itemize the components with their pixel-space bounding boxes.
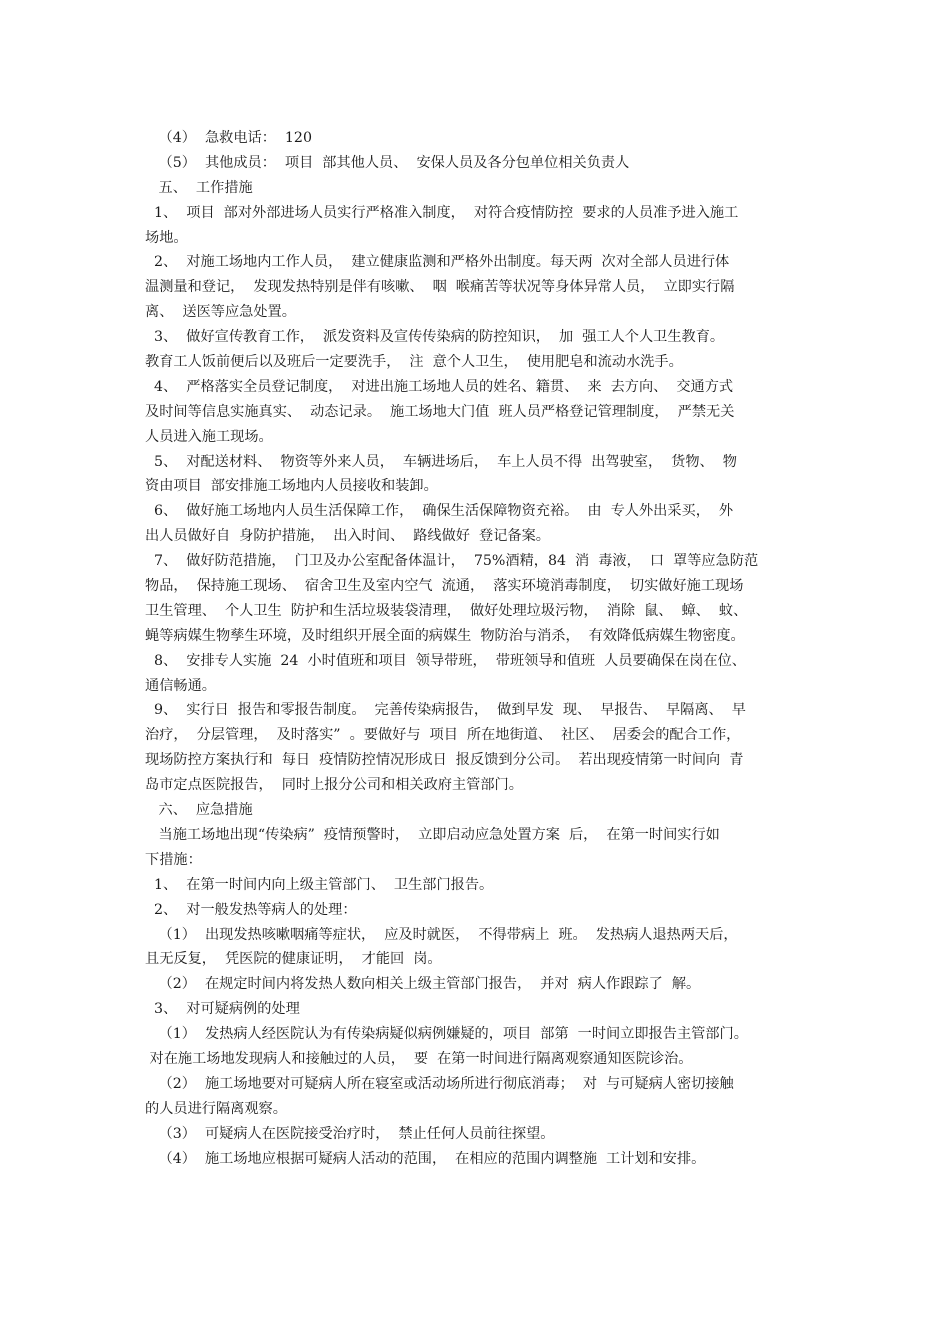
text-line: 对在施工场地发现病人和接触过的人员， 要 在第一时间进行隔离观察通知医院诊治。 — [145, 1050, 693, 1067]
text-line: 3、 做好宣传教育工作， 派发资料及宣传传染病的防控知识， 加 强工人个人卫生教育。 — [145, 329, 725, 346]
text-line: 8、 安排专人实施 24 小时值班和项目 领导带班， 带班领导和值班 人员要确保在岗在位、 — [145, 652, 746, 669]
section-heading: 六、 应急措施 — [145, 802, 253, 819]
text-line: 6、 做好施工场地内人员生活保障工作， 确保生活保障物资充裕。 由 专人外出采买， 外 — [145, 503, 734, 520]
text-line: 蝇等病媒生物孳生环境，及时组织开展全面的病媒生 物防治与消杀， 有效降低病媒生物密度。 — [145, 627, 745, 644]
text-line: 物品， 保持施工现场、 宿舍卫生及室内空气 流通， 落实环境消毒制度， 切实做好施工现场 — [145, 578, 744, 595]
text-line: 当施工场地出现“传染病” 疫情预警时， 立即启动应急处置方案 后， 在第一时间实行如 — [145, 826, 720, 843]
text-line: 3、 对可疑病例的处理 — [145, 1001, 300, 1018]
text-line: 且无反复， 凭医院的健康证明， 才能回 岗。 — [145, 951, 442, 968]
text-line: （4） 急救电话： 120 — [145, 130, 312, 146]
text-line: 卫生管理、 个人卫生 防护和生活垃圾装袋清理， 做好处理垃圾污物， 消除 鼠、 蟑、 蚊、 — [145, 602, 748, 619]
text-line: 资由项目 部安排施工场地内人员接收和装卸。 — [145, 478, 438, 495]
text-line: 的人员进行隔离观察。 — [145, 1100, 287, 1117]
text-line: 出人员做好自 身防护措施， 出入时间、 路线做好 登记备案。 — [145, 528, 550, 545]
text-line: 下措施： — [145, 851, 202, 868]
text-line: 场地。 — [145, 229, 188, 246]
text-line: 治疗， 分层管理， 及时落实” 。要做好与 项目 所在地街道、 社区、 居委会的配合工作， — [145, 727, 741, 744]
text-line: （1） 出现发热咳嗽咽痛等症状， 应及时就医， 不得带病上 班。 发热病人退热两天后， — [145, 926, 738, 943]
text-line: 7、 做好防范措施， 门卫及办公室配备体温计， 75%酒精，84 消 毒液， 口 罩等应急防范 — [145, 553, 759, 570]
text-line: 2、 对施工场地内工作人员， 建立健康监测和严格外出制度。每天两 次对全部人员进行体 — [145, 254, 730, 271]
text-line: 通信畅通。 — [145, 677, 216, 694]
text-line: （1） 发热病人经医院认为有传染病疑似病例嫌疑的，项目 部第 一时间立即报告主管部门。 — [145, 1026, 748, 1043]
text-line: 岛市定点医院报告， 同时上报分公司和相关政府主管部门。 — [145, 777, 523, 794]
text-line: 离、 送医等应急处置。 — [145, 304, 296, 321]
text-line: 5、 对配送材料、 物资等外来人员， 车辆进场后， 车上人员不得 出驾驶室， 货物、 物 — [145, 453, 737, 470]
text-line: 1、 在第一时间内向上级主管部门、 卫生部门报告。 — [145, 876, 494, 893]
text-line: 人员进入施工现场。 — [145, 428, 273, 445]
text-line: 4、 严格落实全员登记制度， 对进出施工场地人员的姓名、籍贯、 来 去方向、 交通方式 — [145, 378, 734, 395]
text-line: 现场防控方案执行和 每日 疫情防控情况形成日 报反馈到分公司。 若出现疫情第一时间向 青 — [145, 752, 744, 769]
text-line: 1、 项目 部对外部进场人员实行严格准入制度， 对符合疫情防控 要求的人员准予进入施工 — [145, 204, 739, 221]
text-line: （5） 其他成员： 项目 部其他人员、 安保人员及各分包单位相关负责人 — [145, 154, 630, 171]
text-line: （2） 施工场地要对可疑病人所在寝室或活动场所进行彻底消毒； 对 与可疑病人密切接触 — [145, 1075, 734, 1092]
section-heading: 五、 工作措施 — [145, 179, 253, 196]
text-line: 教育工人饭前便后以及班后一定要洗手， 注 意个人卫生， 使用肥皂和流动水洗手。 — [145, 354, 683, 371]
text-line: 温测量和登记， 发现发热特别是伴有咳嗽、 咽 喉痛苦等状况等身体异常人员， 立即实行隔 — [145, 279, 735, 296]
text-line: 及时间等信息实施真实、 动态记录。 施工场地大门值 班人员严格登记管理制度， 严禁无关 — [145, 403, 735, 420]
text-line: （3） 可疑病人在医院接受治疗时， 禁止任何人员前往探望。 — [145, 1125, 555, 1142]
text-line: （2） 在规定时间内将发热人数向相关上级主管部门报告， 并对 病人作跟踪了 解。 — [145, 976, 701, 993]
text-line: （4） 施工场地应根据可疑病人活动的范围， 在相应的范围内调整施 工计划和安排。 — [145, 1150, 706, 1167]
text-line: 9、 实行日 报告和零报告制度。 完善传染病报告， 做到早发 现、 早报告、 早隔离、 早 — [145, 702, 746, 719]
document-body — [145, 126, 810, 1171]
text-line: 2、 对一般发热等病人的处理： — [145, 901, 357, 918]
